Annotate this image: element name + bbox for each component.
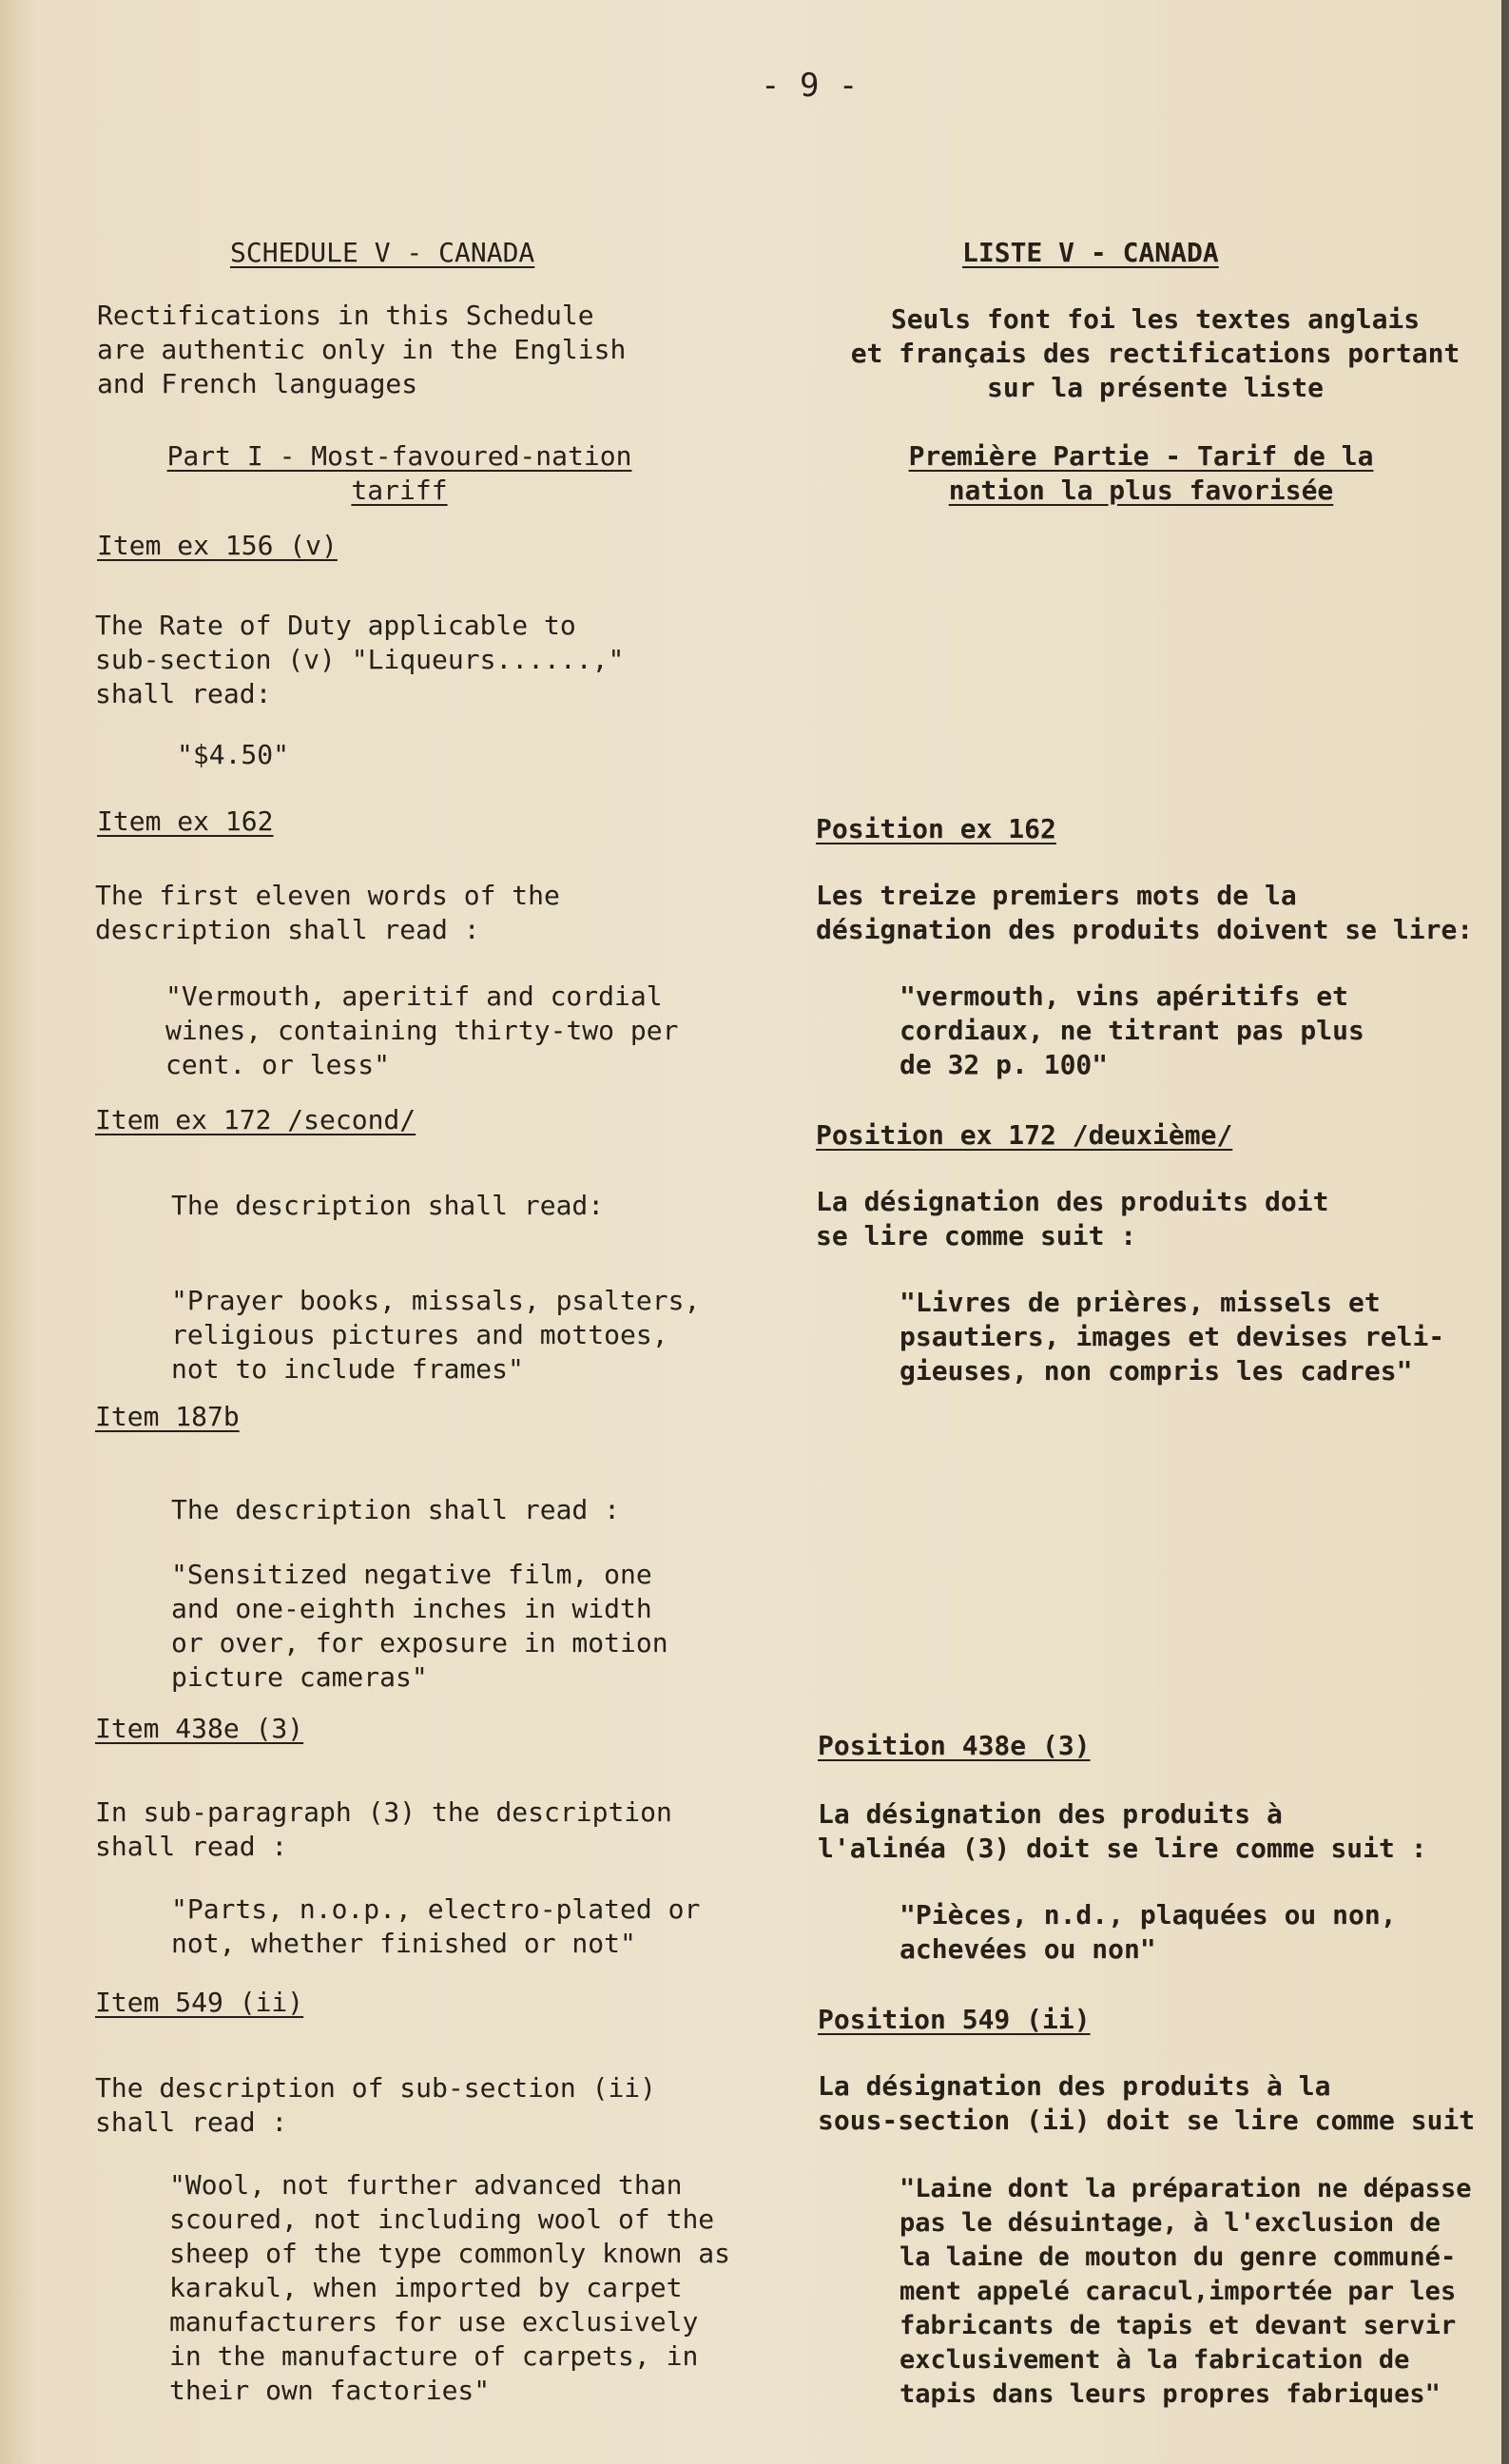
item-549-text: The description of sub-section (ii) shall read : xyxy=(95,2072,657,2138)
item-438-text: In sub-paragraph (3) the description shall read : xyxy=(95,1796,672,1862)
position-438-text: La désignation des produits à l'alinéa (3) doit se lire comme suit : xyxy=(818,1798,1427,1864)
item-438-quote: "Parts, n.o.p., electro-plated or not, whether finished or not" xyxy=(171,1893,701,1959)
part-title-en: Part I - Most-favoured-nation tariff xyxy=(166,440,632,506)
item-172-text: The description shall read: xyxy=(171,1190,605,1221)
position-172-text: La désignation des produits doit se lire comme suit : xyxy=(816,1186,1329,1251)
position-438-quote: "Pièces, n.d., plaquées ou non, achevées ou non" xyxy=(900,1899,1397,1965)
item-172-quote: "Prayer books, missals, psalters, religious pictures and mottoes, not to include frames" xyxy=(171,1285,701,1385)
position-162-heading: Position ex 162 xyxy=(816,813,1056,844)
authenticity-note-fr: Seuls font foi les textes anglais et français des rectifications portant sur la présente liste xyxy=(850,303,1461,403)
position-549-heading: Position 549 (ii) xyxy=(818,2004,1091,2035)
item-156-heading: Item ex 156 (v) xyxy=(97,530,338,561)
schedule-title-en: SCHEDULE V - CANADA xyxy=(230,237,535,268)
position-438-heading: Position 438e (3) xyxy=(818,1730,1091,1761)
page-edge-shadow xyxy=(1501,0,1509,2464)
item-162-text: The first eleven words of the description shall read : xyxy=(95,880,560,945)
item-549-quote: "Wool, not further advanced than scoured, not including wool of the sheep of the type commonly known as karakul, when imported by carpet manufacturers for use exclusively in the manufacture of carpets, in their own factories" xyxy=(169,2169,731,2406)
item-172-heading: Item ex 172 /second/ xyxy=(95,1104,416,1135)
item-162-quote: "Vermouth, aperitif and cordial wines, containing thirty-two per cent. or less" xyxy=(165,980,679,1080)
position-549-quote: "Laine dont la préparation ne dépasse pas le désuintage, à l'exclusion de la laine de mouton du genre communé- ment appelé caracul,importée par les fabricants de tapis et devant servir exclusivement à la fabrication de tapis dans leurs propres fabriques" xyxy=(900,2174,1472,2409)
position-172-quote: "Livres de prières, missels et psautiers, images et devises reli- gieuses, non compris les cadres" xyxy=(900,1287,1445,1387)
item-187-quote: "Sensitized negative film, one and one-eighth inches in width or over, for exposure in motion picture cameras" xyxy=(171,1559,668,1693)
item-187-heading: Item 187b xyxy=(95,1401,240,1432)
item-156-value: "$4.50" xyxy=(177,739,290,770)
item-438-heading: Item 438e (3) xyxy=(95,1713,304,1744)
position-549-text: La désignation des produits à la sous-section (ii) doit se lire comme suit xyxy=(818,2070,1476,2136)
page-number: - 9 - xyxy=(761,67,859,105)
item-187-text: The description shall read : xyxy=(171,1494,621,1525)
item-162-heading: Item ex 162 xyxy=(97,805,274,837)
part-title-fr: Première Partie - Tarif de la nation la plus favorisée xyxy=(908,440,1374,506)
authenticity-note-en: Rectifications in this Schedule are authentic only in the English and French languages xyxy=(97,300,627,399)
item-549-heading: Item 549 (ii) xyxy=(95,1987,304,2018)
position-162-text: Les treize premiers mots de la désignation des produits doivent se lire: xyxy=(816,880,1474,945)
item-156-text: The Rate of Duty applicable to sub-section (v) "Liqueurs......," shall read: xyxy=(95,610,625,709)
position-172-heading: Position ex 172 /deuxième/ xyxy=(816,1119,1233,1151)
position-162-quote: "vermouth, vins apéritifs et cordiaux, ne titrant pas plus de 32 p. 100" xyxy=(900,980,1364,1080)
schedule-title-fr: LISTE V - CANADA xyxy=(962,237,1219,268)
